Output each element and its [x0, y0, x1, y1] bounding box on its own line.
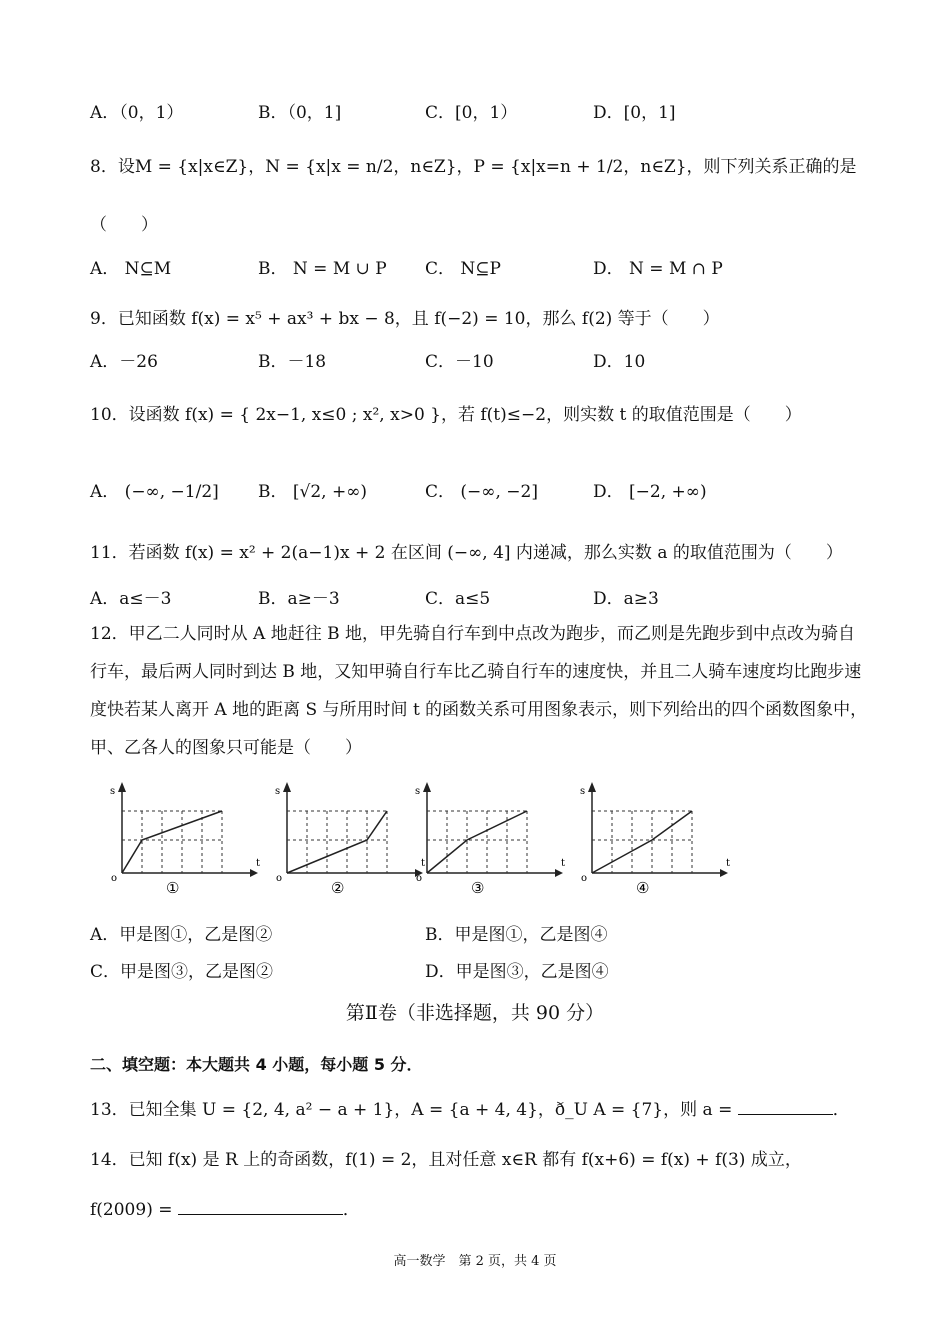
q9-stem: 9．已知函数 f(x) = x⁵ + ax³ + bx − 8，且 f(−2) = 10，那么 f(2) 等于（ ） — [90, 309, 720, 329]
q9-option-a: A．－26 — [90, 352, 158, 372]
q8-stem: 8．设M = {x|x∈Z}，N = {x|x = n/2，n∈Z}，P = {x|x=n + 1/2，n∈Z}，则下列关系正确的是 — [90, 157, 857, 177]
origin-label: o — [276, 873, 283, 884]
origin-label: o — [581, 873, 588, 884]
q9-option-c: C．－10 — [425, 352, 494, 372]
s-label: s — [110, 786, 116, 797]
q9-option-d: D．10 — [593, 352, 646, 372]
q12-stem: 12．甲乙二人同时从 A 地赶往 B 地，甲先骑自行车到中点改为跑步，而乙则是先跑步到中点改为骑自行车，最后两人同时到达 B 地，又知甲骑自行车比乙骑自行车的速度快，并且二人骑车速度均比跑步速度快若某人离开 A 地的距离 S 与所用时间 t 的函数关系可用图象表示，则下列给出的四个函数图象中，甲、乙各人的图象只可能是（ ） — [90, 624, 868, 758]
origin-label: o — [111, 873, 118, 884]
q11-option-b: B．a≥－3 — [258, 589, 340, 609]
q11-stem: 11．若函数 f(x) = x² + 2(a−1)x + 2 在区间 (−∞, 4] 内递减，那么实数 a 的取值范围为（ ） — [90, 543, 843, 563]
q14b-end: ． — [342, 1200, 360, 1220]
graph-3 — [405, 778, 565, 898]
t-axis-arrow-icon — [250, 869, 258, 877]
t-axis-arrow-icon — [720, 869, 728, 877]
q13-text: 13．已知全集 U = {2, 4, a² − a + 1}，A = {a + 4, 4}，ð_U A = {7}，则 a = — [90, 1100, 733, 1120]
q9-options — [90, 347, 890, 371]
graph-line — [427, 811, 527, 873]
q14b-text: f(2009) = — [90, 1200, 173, 1220]
graph-label-4: ④ — [636, 879, 650, 897]
q8-option-c: C． N⊆P — [425, 259, 501, 279]
q12-option-d: D．甲是图③，乙是图④ — [425, 962, 609, 982]
q12-options-row1 — [90, 920, 890, 946]
q13-end: ． — [832, 1100, 850, 1120]
grid — [427, 811, 527, 873]
grid — [592, 811, 692, 873]
q11-option-c: C．a≤5 — [425, 589, 491, 609]
q12-graphs — [90, 778, 730, 898]
graph-label-3: ③ — [471, 879, 485, 897]
s-axis-arrow-icon — [423, 782, 431, 792]
t-label: t — [726, 858, 730, 869]
s-label: s — [580, 786, 586, 797]
q12-options-row2 — [90, 957, 890, 983]
q8-option-b: B． N = M ∪ P — [258, 259, 387, 279]
q10-option-d: D． [−2, +∞) — [593, 482, 707, 502]
q8-option-a: A． N⊆M — [90, 259, 172, 279]
q10-option-a: A． (−∞, −1/2] — [90, 482, 219, 502]
q11-option-d: D．a≥3 — [593, 589, 659, 609]
q10-options — [90, 477, 890, 501]
q10-option-b: B． [√2, +∞) — [258, 482, 368, 502]
origin-label: o — [416, 873, 423, 884]
grid — [287, 811, 387, 873]
q7-option-b: B．（0，1] — [258, 103, 342, 123]
part2-title: 第Ⅱ卷（非选择题，共 90 分） — [345, 1002, 605, 1024]
section-heading: 二、填空题：本大题共 4 小题，每小题 5 分． — [90, 1055, 423, 1074]
q10-option-c: C． (−∞, −2] — [425, 482, 538, 502]
q7-option-c: C．[0，1） — [425, 103, 518, 123]
s-label: s — [415, 786, 421, 797]
q7-options — [90, 98, 890, 122]
t-label: t — [256, 858, 260, 869]
q8-option-d: D． N = M ∩ P — [593, 259, 723, 279]
graph-line — [287, 811, 387, 873]
s-axis-arrow-icon — [118, 782, 126, 792]
q14-line2 — [90, 1195, 880, 1220]
q12-option-a: A．甲是图①，乙是图② — [90, 925, 273, 945]
q7-option-a: A．（0，1） — [90, 103, 184, 123]
q14-answer-blank[interactable] — [178, 1196, 343, 1215]
graph-line — [592, 811, 692, 873]
t-label: t — [421, 858, 425, 869]
graph-2 — [265, 778, 425, 898]
q8-answer-paren: （ ） — [90, 215, 158, 235]
q12-option-c: C．甲是图③，乙是图② — [90, 962, 274, 982]
s-axis-arrow-icon — [588, 782, 596, 792]
q11-options — [90, 584, 890, 608]
q14-line1: 14．已知 f(x) 是 R 上的奇函数，f(1) = 2，且对任意 x∈R 都有 f(x+6) = f(x) + f(3) 成立， — [90, 1150, 802, 1170]
q7-option-d: D．[0，1] — [593, 103, 676, 123]
page-footer: 高一数学 第 2 页，共 4 页 — [393, 1254, 557, 1269]
s-axis-arrow-icon — [283, 782, 291, 792]
q13 — [90, 1095, 880, 1120]
graph-1 — [100, 778, 260, 898]
q10-stem: 10．设函数 f(x) = { 2x−1, x≤0 ; x², x>0 }，若 f(t)≤−2，则实数 t 的取值范围是（ ） — [90, 405, 802, 425]
graph-label-1: ① — [166, 879, 180, 897]
q13-answer-blank[interactable] — [738, 1096, 833, 1115]
t-label: t — [561, 858, 565, 869]
graph-label-2: ② — [331, 879, 345, 897]
q9-option-b: B．－18 — [258, 352, 327, 372]
grid — [122, 811, 222, 873]
q11-option-a: A．a≤－3 — [90, 589, 172, 609]
s-label: s — [275, 786, 281, 797]
graph-line — [122, 811, 222, 873]
t-axis-arrow-icon — [555, 869, 563, 877]
q12-option-b: B．甲是图①，乙是图④ — [425, 925, 608, 945]
graph-4 — [570, 778, 730, 898]
q8-options — [90, 254, 890, 278]
